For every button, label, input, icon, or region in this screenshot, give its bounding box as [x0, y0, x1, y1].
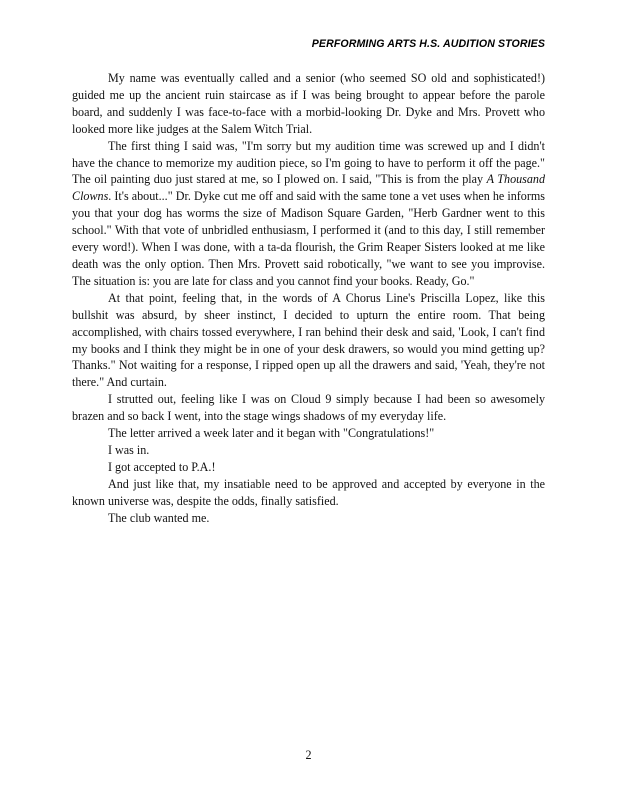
- paragraph-accepted: I got accepted to P.A.!: [108, 459, 216, 474]
- paragraph-upturn-room: At that point, feeling that, in the words of A Chorus Line's Priscilla Lopez, like this bullshit was absurd, by sheer instinct, I decided to upturn the entire room. That being accomplished, with chairs tossed everywhere, I ran behind their desk and said, 'Look, I can't find my books and I think they might be in one of your desk drawers, so would you mind getting up? Thanks." Not waiting for a response, I ripped open up all the drawers and said, 'Yeah, they're not there." And curtain.: [72, 290, 545, 390]
- paragraph-club-wanted-me: The club wanted me.: [108, 510, 210, 525]
- paragraph-letter-arrived: The letter arrived a week later and it began with "Congratulations!": [108, 426, 435, 441]
- paragraph-first-thing-said: [72, 138, 545, 290]
- page-header-title: PERFORMING ARTS H.S. AUDITION STORIES: [311, 38, 545, 50]
- paragraph-text-after-title: . It's about..." Dr. Dyke cut me off and said with the same tone a vet uses when he informs you that your dog has worms the size of Madison Square Garden, "Herb Gardner went to this school." With that vote of unbridled enthusiasm, I performed it (and to this day, I still remember every word!). When I was done, with a ta-da flourish, the Grim Reaper Sisters looked at me like death was the only option. Then Mrs. Provett said robotically, "we want to see you improvise. The situation is: you are late for class and you cannot find your books. Ready, Go.": [72, 189, 545, 288]
- paragraph-text-before-title: The first thing I said was, "I'm sorry but my audition time was screwed up and I didn't have the chance to memorize my audition piece, so I'm going to have to perform it off the page." The oil painting duo just stared at me, so I plowed on. I said, "This is from the play: [72, 138, 545, 187]
- paragraph-strutted-out: I strutted out, feeling like I was on Cloud 9 simply because I had been so awesomely brazen and so back I went, into the stage wings shadows of my everyday life.: [72, 392, 545, 424]
- play-title: A Thousand Clowns: [72, 172, 546, 204]
- page-number: 2: [305, 748, 312, 762]
- paragraph-need-satisfied: And just like that, my insatiable need to be approved and accepted by everyone in the known universe was, despite the odds, finally satisfied.: [72, 476, 545, 508]
- paragraph-i-was-in: I was in.: [108, 442, 150, 457]
- body-text: [72, 70, 545, 526]
- paragraph-called-up: My name was eventually called and a senior (who seemed SO old and sophisticated!) guided me up the ancient ruin staircase as if I was being brought to appear before the parole board, and suddenly I was face-to-face with a morbid-looking Dr. Dyke and Mrs. Provett who looked more like judges at the Salem Witch Trial.: [72, 71, 545, 136]
